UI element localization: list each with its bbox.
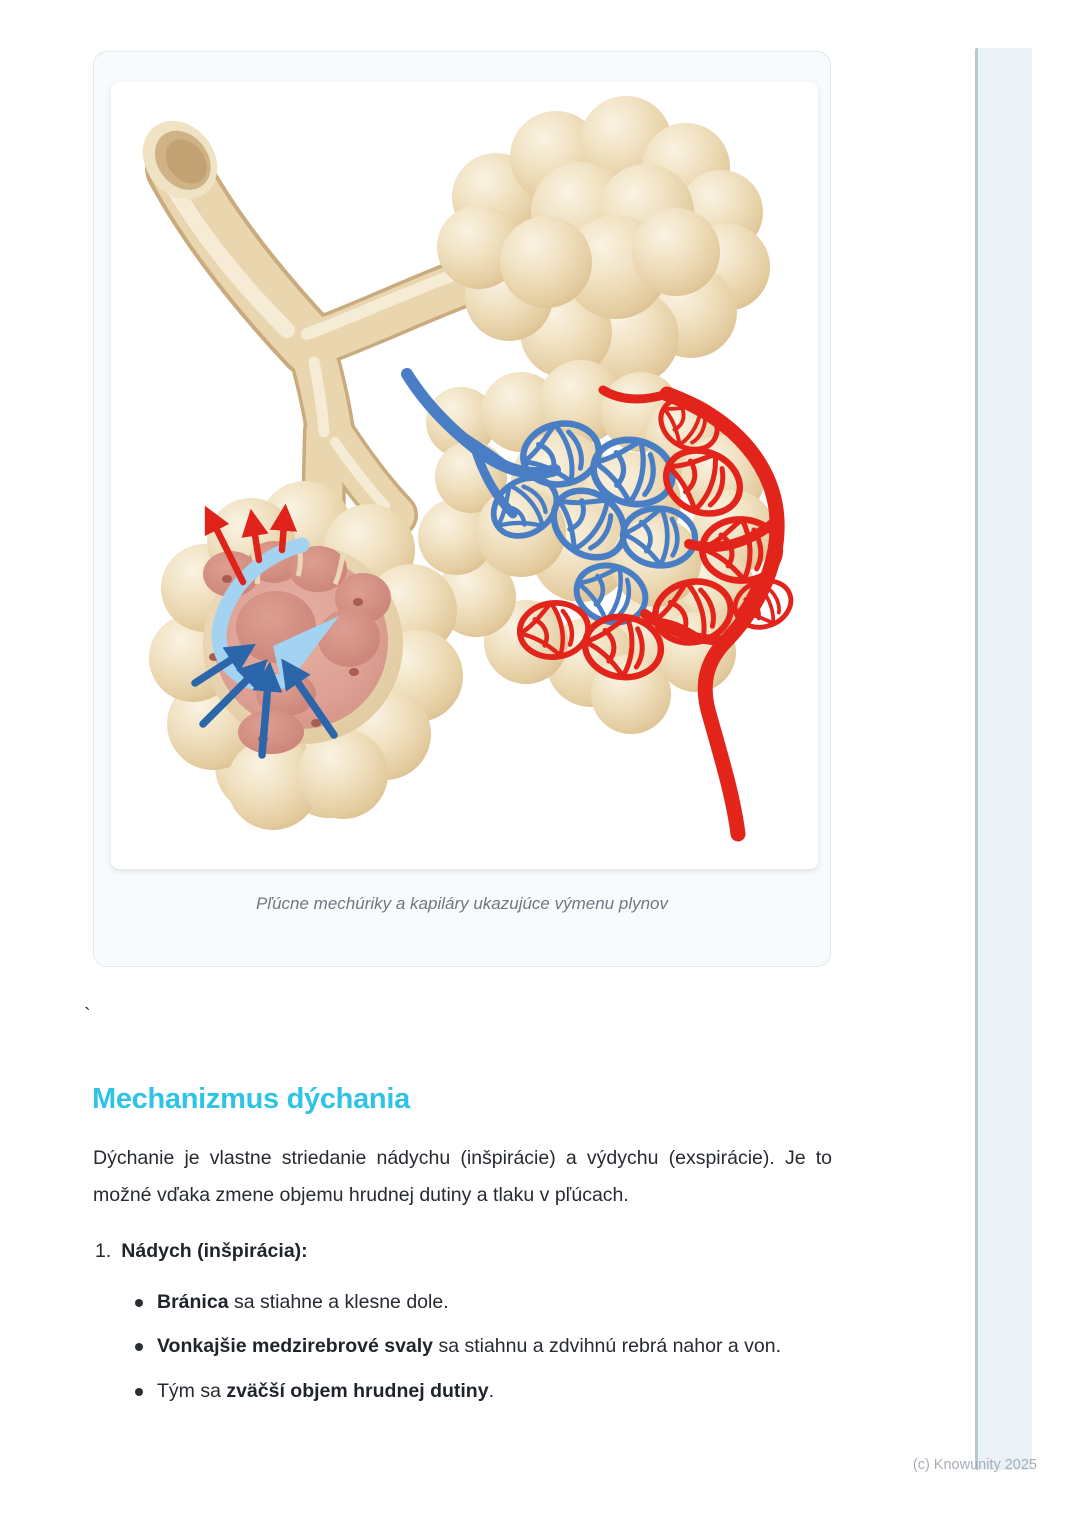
figure-panel xyxy=(111,82,818,869)
bullet-pre: Tým sa xyxy=(157,1380,227,1402)
bullet-item xyxy=(157,1380,494,1403)
footer-copyright: (c) Knowunity 2025 xyxy=(912,1457,1037,1473)
stray-backtick: ` xyxy=(84,1005,91,1027)
bullet-dot xyxy=(135,1299,143,1307)
alveoli-cluster-plain xyxy=(437,96,770,385)
item-number: 1. xyxy=(95,1240,112,1262)
numbered-item xyxy=(95,1240,308,1263)
section-heading: Mechanizmus dýchania xyxy=(92,1083,410,1115)
figure-caption: Pľúcne mechúriky a kapiláry ukazujúce výmenu plynov xyxy=(255,894,669,913)
intro-paragraph: Dýchanie je vlastne striedanie nádychu (inšpirácie) a výdychu (exspirácie). Je to možné vďaka zmene objemu hrudnej dutiny a tlaku v pľúcach. xyxy=(93,1147,832,1206)
figure-card xyxy=(93,51,831,967)
bullet-item xyxy=(157,1335,781,1358)
alveoli-illustration xyxy=(111,82,818,869)
bullet-rest: sa stiahnu a zdvihnú rebrá nahor a von. xyxy=(433,1335,782,1357)
bullet-rest: sa stiahne a klesne dole. xyxy=(228,1291,449,1313)
bullet-bold: Bránica xyxy=(157,1291,229,1313)
alveolus-cross-section xyxy=(149,481,463,830)
bullet-bold: zväčší objem hrudnej dutiny xyxy=(226,1380,489,1402)
bullet-item xyxy=(157,1291,449,1314)
item-label: Nádych (inšpirácia): xyxy=(121,1240,308,1262)
bullet-dot xyxy=(135,1388,143,1396)
bullet-dot xyxy=(135,1343,143,1351)
bullet-rest: . xyxy=(488,1380,494,1402)
bullet-bold: Vonkajšie medzirebrové svaly xyxy=(157,1335,434,1357)
page-edge-stripe xyxy=(975,48,1032,1470)
